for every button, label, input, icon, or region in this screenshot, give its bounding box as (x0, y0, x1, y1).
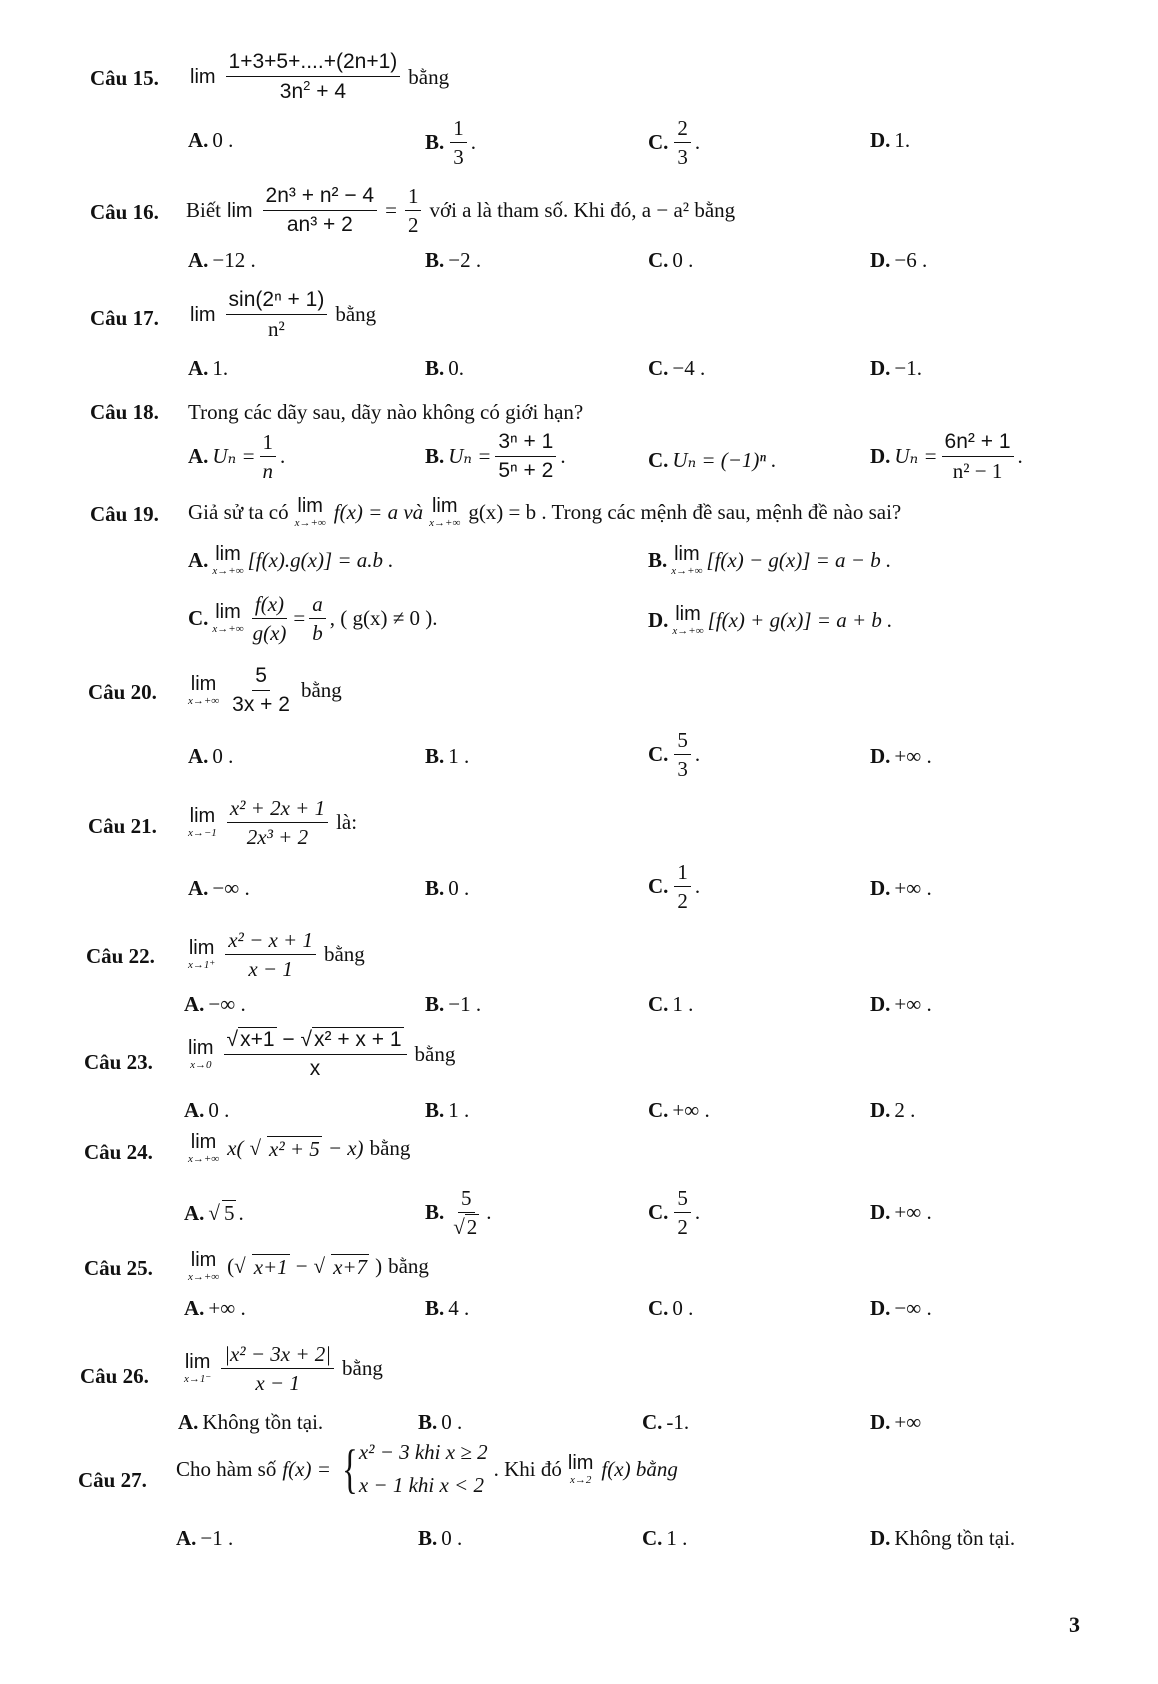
question-stem: Trong các dãy sau, dãy nào không có giới hạn? (188, 400, 584, 424)
question-stem: lim x→+∞ $\frac{5}{3x + 2}$ bằng (188, 664, 342, 717)
option-a[interactable]: A. √ 5 . (184, 1200, 244, 1225)
option-a[interactable]: A. −∞ . (188, 876, 250, 900)
question-label: Câu 25. (84, 1256, 153, 1280)
option-b[interactable]: B. $\frac{1}{3}$ . (425, 116, 477, 170)
option-b[interactable]: B. 0. (425, 356, 465, 380)
question-label: Câu 17. (90, 306, 159, 330)
option-d[interactable]: D. 1. (870, 128, 911, 152)
option-d[interactable]: D. +∞ . (870, 1200, 932, 1224)
question-label: Câu 18. (90, 400, 159, 424)
option-d[interactable]: D. Uₙ = $\frac{\text{6n² + 1}}{\text{n² − 1}}$ . (870, 430, 1023, 484)
option-d[interactable]: D. +∞ . (870, 744, 932, 768)
option-b[interactable]: B. 1 . (425, 1098, 470, 1122)
option-a[interactable]: A. −∞ . (184, 992, 246, 1016)
option-c[interactable]: C. 1 . (648, 992, 694, 1016)
option-b[interactable]: B. 0 . (418, 1410, 463, 1434)
option-a[interactable]: A. 0 . (188, 128, 234, 152)
option-b[interactable]: B. 4 . (425, 1296, 470, 1320)
question-label: Câu 24. (84, 1140, 153, 1164)
option-c[interactable]: C. $\frac{2}{3}$ . (648, 116, 701, 170)
option-d[interactable]: D. +∞ . (870, 876, 932, 900)
option-a[interactable]: A. 1. (188, 356, 229, 380)
question-stem: Biết lim $\frac{\text{2n³ + n² − 4}}{\text{an³ + 2}}$ = $\frac{1}{2}$ với a là tham số. Khi đó, a − a² bằng (186, 184, 736, 238)
option-d[interactable]: D. 2 . (870, 1098, 916, 1122)
option-c[interactable]: C. lim x→+∞ $\frac{f(x)}{g(x)}$ = $\frac{a}{b}$ , ( g(x) ≠ 0 ). (188, 592, 438, 646)
question-label: Câu 16. (90, 200, 159, 224)
option-d[interactable]: D. +∞ . (870, 992, 932, 1016)
question-stem: lim x→+∞ (√ x+1 − √ x+7 ) bằng (188, 1249, 429, 1283)
option-c[interactable]: C. $\frac{5}{3}$ . (648, 728, 701, 782)
question-stem: lim x→+∞ x( √ x² + 5 − x) bằng (188, 1131, 411, 1165)
question-stem: lim $\frac{\text{sin(2ⁿ + 1)}}{\text{n²}}$ bằng (190, 288, 377, 342)
option-c[interactable]: C. +∞ . (648, 1098, 710, 1122)
option-a[interactable]: A. −1 . (176, 1526, 234, 1550)
question-stem: Giả sử ta có lim x→+∞ f(x) = a và lim x→+∞ g(x) = b . Trong các mệnh đề sau, mệnh đề nào sai? (188, 495, 902, 529)
option-d[interactable]: D. Không tồn tại. (870, 1526, 1016, 1550)
question-stem: lim $\frac{1+3+5+....+(2n+1)}{3n^2 + 4}$ bằng (190, 50, 450, 104)
question-label: Câu 21. (88, 814, 157, 838)
option-c[interactable]: C. 0 . (648, 1296, 694, 1320)
option-a[interactable]: A. 0 . (184, 1098, 230, 1122)
option-a[interactable]: A. 0 . (188, 744, 234, 768)
option-a[interactable]: A. −12 . (188, 248, 256, 272)
question-stem: lim x→0 $\frac{\text{√x+1 − √x² + x + 1}}{x}$ bằng (188, 1028, 456, 1081)
question-label: Câu 23. (84, 1050, 153, 1074)
option-b[interactable]: B. −1 . (425, 992, 482, 1016)
option-c[interactable]: C. 1 . (642, 1526, 688, 1550)
question-stem: lim x→−1 $\frac{\text{x² + 2x + 1}}{\text{2x³ + 2}}$ là: (188, 796, 358, 850)
option-c[interactable]: C. −4 . (648, 356, 706, 380)
option-b[interactable]: B. Uₙ = $\frac{\text{3ⁿ + 1}}{\text{5ⁿ + 2}}$ . (425, 430, 566, 483)
question-label: Câu 22. (86, 944, 155, 968)
option-b[interactable]: B. −2 . (425, 248, 482, 272)
question-label: Câu 26. (80, 1364, 149, 1388)
fraction: $\frac{1+3+5+....+(2n+1)}{3n^2 + 4}$ (226, 50, 401, 104)
option-b[interactable]: B. lim x→+∞ [f(x) − g(x)] = a − b . (648, 543, 892, 577)
question-label: Câu 20. (88, 680, 157, 704)
option-c[interactable]: C. $\frac{1}{2}$ . (648, 860, 701, 914)
option-d[interactable]: D. lim x→+∞ [f(x) + g(x)] = a + b . (648, 603, 893, 637)
option-d[interactable]: D. −1. (870, 356, 923, 380)
option-d[interactable]: D. −6 . (870, 248, 928, 272)
option-b[interactable]: B. 1 . (425, 744, 470, 768)
question-label: Câu 15. (90, 66, 159, 90)
option-c[interactable]: C. $\frac{5}{2}$ . (648, 1186, 701, 1240)
page-number: 3 (1069, 1612, 1080, 1637)
option-d[interactable]: D. −∞ . (870, 1296, 932, 1320)
option-b[interactable]: B. 0 . (418, 1526, 463, 1550)
option-c[interactable]: C. -1. (642, 1410, 690, 1434)
option-c[interactable]: C. Uₙ = (−1)ⁿ . (648, 448, 777, 472)
option-a[interactable]: A. lim x→+∞ [f(x).g(x)] = a.b . (188, 543, 394, 577)
option-a[interactable]: A. Không tồn tại. (178, 1410, 324, 1434)
option-d[interactable]: D. +∞ (870, 1410, 922, 1434)
question-label: Câu 27. (78, 1468, 147, 1492)
option-a[interactable]: A. +∞ . (184, 1296, 246, 1320)
question-stem: lim x→1⁺ $\frac{\text{x² − x + 1}}{x - 1}$ bằng (188, 928, 365, 982)
option-a[interactable]: A. Uₙ = $\frac{1}{n}$ . (188, 430, 286, 484)
question-label: Câu 19. (90, 502, 159, 526)
option-b[interactable]: B. $\frac{5}{√2}$ . (425, 1186, 492, 1240)
question-stem: lim x→1⁻ $\frac{\text{|x² − 3x + 2|}}{x - 1}$ bằng (184, 1342, 383, 1396)
piecewise-cases: { x² − 3 khi x ≥ 2 x − 1 khi x < 2 (342, 1439, 488, 1499)
option-c[interactable]: C. 0 . (648, 248, 694, 272)
option-b[interactable]: B. 0 . (425, 876, 470, 900)
question-stem: Cho hàm số f(x) = { x² − 3 khi x ≥ 2 x − 1 khi x < 2 . Khi đó lim x→2 f(x) bằng (176, 1439, 678, 1499)
